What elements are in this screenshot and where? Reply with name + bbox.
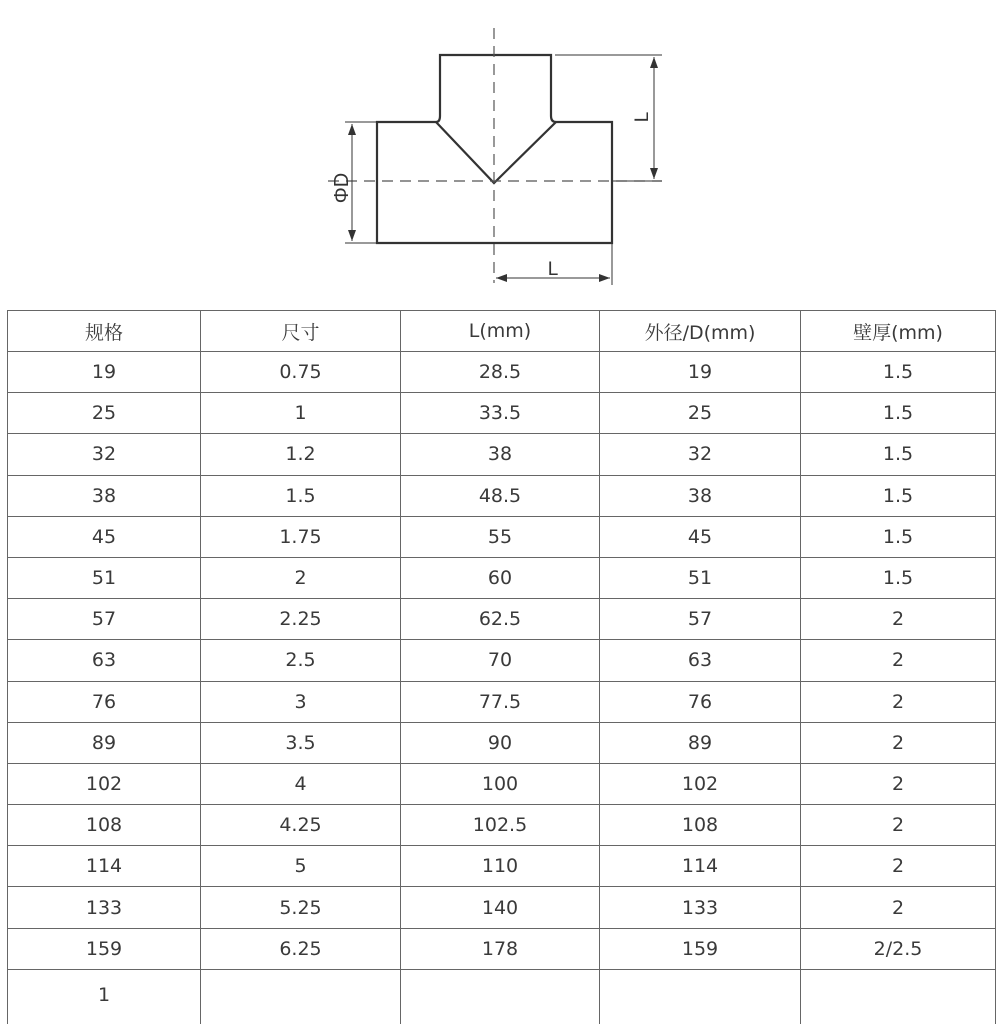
cell-outer-diameter: 25	[600, 393, 801, 434]
header-length: L(mm)	[401, 311, 600, 352]
cell-size: 4	[201, 763, 401, 804]
cell-spec: 51	[8, 557, 201, 598]
cell-size: 1.5	[201, 475, 401, 516]
cell-size	[201, 969, 401, 1024]
cell-wall-thickness: 1.5	[801, 516, 996, 557]
cell-outer-diameter: 38	[600, 475, 801, 516]
cell-length: 77.5	[401, 681, 600, 722]
cell-length: 62.5	[401, 599, 600, 640]
cell-outer-diameter: 51	[600, 557, 801, 598]
header-row	[8, 311, 996, 352]
cell-wall-thickness: 1.5	[801, 352, 996, 393]
cell-outer-diameter: 89	[600, 722, 801, 763]
cell-wall-thickness: 2	[801, 887, 996, 928]
table-row	[8, 805, 996, 846]
cell-wall-thickness: 1.5	[801, 393, 996, 434]
cell-wall-thickness: 2	[801, 640, 996, 681]
table-row	[8, 393, 996, 434]
table-row	[8, 763, 996, 804]
cell-spec: 133	[8, 887, 201, 928]
cell-wall-thickness: 2	[801, 846, 996, 887]
table-row	[8, 599, 996, 640]
spec-table	[7, 310, 996, 1024]
table-row	[8, 722, 996, 763]
cell-spec: 102	[8, 763, 201, 804]
cell-spec: 45	[8, 516, 201, 557]
cell-length	[401, 969, 600, 1024]
cell-spec: 1	[8, 969, 201, 1024]
table-row	[8, 434, 996, 475]
cell-size: 5.25	[201, 887, 401, 928]
cell-outer-diameter: 159	[600, 928, 801, 969]
cell-size: 2	[201, 557, 401, 598]
cell-wall-thickness	[801, 969, 996, 1024]
table-row	[8, 846, 996, 887]
cell-length: 102.5	[401, 805, 600, 846]
cell-wall-thickness: 2	[801, 681, 996, 722]
cell-outer-diameter: 19	[600, 352, 801, 393]
cell-size: 1	[201, 393, 401, 434]
cell-size: 0.75	[201, 352, 401, 393]
cell-length: 55	[401, 516, 600, 557]
cell-spec: 114	[8, 846, 201, 887]
cell-wall-thickness: 1.5	[801, 557, 996, 598]
cell-length: 100	[401, 763, 600, 804]
cell-outer-diameter: 76	[600, 681, 801, 722]
cell-outer-diameter	[600, 969, 801, 1024]
horizontal-length-label: L	[547, 259, 559, 280]
table-row	[8, 557, 996, 598]
cell-wall-thickness: 2/2.5	[801, 928, 996, 969]
cell-size: 2.5	[201, 640, 401, 681]
cell-spec: 38	[8, 475, 201, 516]
cell-length: 140	[401, 887, 600, 928]
cell-outer-diameter: 114	[600, 846, 801, 887]
table-row	[8, 887, 996, 928]
cell-spec: 63	[8, 640, 201, 681]
table-row	[8, 928, 996, 969]
cell-outer-diameter: 32	[600, 434, 801, 475]
cell-spec: 57	[8, 599, 201, 640]
cell-spec: 159	[8, 928, 201, 969]
diameter-label: ΦD	[331, 172, 353, 204]
tee-fitting-diagram	[0, 0, 1000, 300]
cell-size: 6.25	[201, 928, 401, 969]
cell-wall-thickness: 1.5	[801, 475, 996, 516]
cell-spec: 89	[8, 722, 201, 763]
cell-spec: 32	[8, 434, 201, 475]
cell-length: 48.5	[401, 475, 600, 516]
cell-outer-diameter: 57	[600, 599, 801, 640]
cell-spec: 108	[8, 805, 201, 846]
header-spec: 规格	[8, 311, 201, 352]
cell-spec: 25	[8, 393, 201, 434]
cell-wall-thickness: 1.5	[801, 434, 996, 475]
table-row	[8, 640, 996, 681]
cell-wall-thickness: 2	[801, 722, 996, 763]
cell-size: 3	[201, 681, 401, 722]
cell-length: 90	[401, 722, 600, 763]
cell-length: 33.5	[401, 393, 600, 434]
cell-size: 5	[201, 846, 401, 887]
table-row-partial	[8, 969, 996, 1024]
header-size: 尺寸	[201, 311, 401, 352]
table-row	[8, 475, 996, 516]
table-row	[8, 352, 996, 393]
cell-size: 3.5	[201, 722, 401, 763]
cell-length: 60	[401, 557, 600, 598]
table-row	[8, 516, 996, 557]
cell-wall-thickness: 2	[801, 599, 996, 640]
cell-wall-thickness: 2	[801, 763, 996, 804]
cell-outer-diameter: 102	[600, 763, 801, 804]
table-row	[8, 681, 996, 722]
cell-length: 28.5	[401, 352, 600, 393]
cell-length: 110	[401, 846, 600, 887]
cell-outer-diameter: 133	[600, 887, 801, 928]
cell-outer-diameter: 108	[600, 805, 801, 846]
cell-wall-thickness: 2	[801, 805, 996, 846]
cell-size: 1.2	[201, 434, 401, 475]
cell-spec: 19	[8, 352, 201, 393]
cell-outer-diameter: 45	[600, 516, 801, 557]
cell-length: 38	[401, 434, 600, 475]
cell-size: 1.75	[201, 516, 401, 557]
header-wall-thickness: 壁厚(mm)	[801, 311, 996, 352]
cell-size: 2.25	[201, 599, 401, 640]
cell-length: 178	[401, 928, 600, 969]
cell-outer-diameter: 63	[600, 640, 801, 681]
cell-spec: 76	[8, 681, 201, 722]
vertical-length-label: L	[632, 111, 653, 123]
tee-inner-v	[436, 122, 556, 183]
header-outer-diameter: 外径/D(mm)	[600, 311, 801, 352]
cell-length: 70	[401, 640, 600, 681]
cell-size: 4.25	[201, 805, 401, 846]
